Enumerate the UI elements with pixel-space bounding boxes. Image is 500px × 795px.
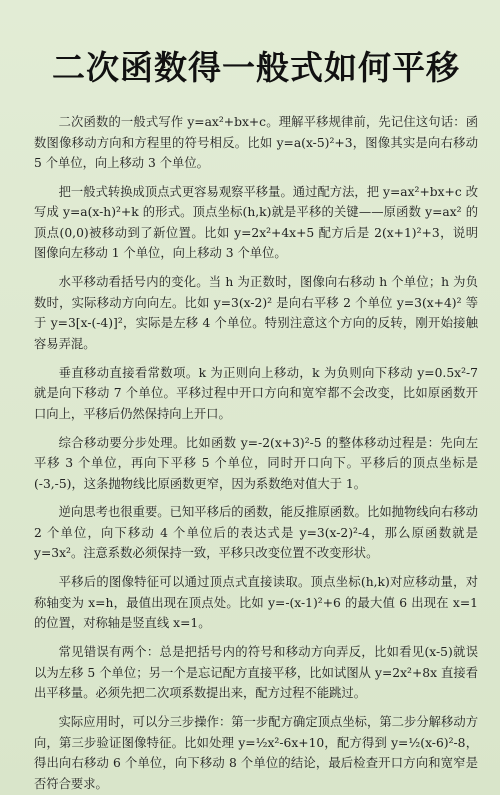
paragraph: 逆向思考也很重要。已知平移后的函数，能反推原函数。比如抛物线向右移动 2 个单位，向下移动 4 个单位后的表达式是 y=3(x-2)²-4，那么原函数就是 y=3x²。注意系数必须保持一致，平移只改变位置不改变形状。 [34,505,478,561]
paragraph: 综合移动要分步处理。比如函数 y=-2(x+3)²-5 的整体移动过程是：先向左平移 3 个单位，再向下平移 5 个单位，同时开口向下。平移后的顶点坐标是(-3,-5)，这条抛物线比原函数更窄，因为系数绝对值大于 1。 [34,435,478,491]
paragraph: 垂直移动直接看常数项。k 为正则向上移动，k 为负则向下移动 y=0.5x²-7 就是向下移动 7 个单位。平移过程中开口方向和宽窄都不会改变，比如原函数开口向上，平移后仍然保持向上开口。 [34,365,478,421]
paragraph: 把一般式转换成顶点式更容易观察平移量。通过配方法，把 y=ax²+bx+c 改写成 y=a(x-h)²+k 的形式。顶点坐标(h,k)就是平移的关键——原函数 y=ax² 的顶点(0,0)被移动到了新位置。比如 y=2x²+4x+5 配方后是 2(x+1)²+3，说明图像向左移动 1 个单位，向上移动 3 个单位。 [34,184,478,261]
article-title: 二次函数得一般式如何平移 [52,48,460,87]
paragraph: 二次函数的一般式写作 y=ax²+bx+c。理解平移规律前，先记住这句话：函数图像移动方向和方程里的符号相反。比如 y=a(x-5)²+3，图像其实是向右移动 5 个单位，向上移动 3 个单位。 [34,115,478,170]
paragraph: 实际应用时，可以分三步操作：第一步配方确定顶点坐标，第二步分解移动方向，第三步验证图像特征。比如处理 y=½x²-6x+10，配方得到 y=½(x-6)²-8，得出向右移动 6 个单位，向下移动 8 个单位的结论，最后检查开口方向和宽窄是否符合要求。 [34,715,478,791]
paragraph: 常见错误有两个：总是把括号内的符号和移动方向弄反，比如看见(x-5)就误以为左移 5 个单位；另一个是忘记配方直接平移，比如试图从 y=2x²+8x 直接看出平移量。必须先把二次项系数提出来，配方过程不能跳过。 [34,645,478,701]
paragraph: 平移后的图像特征可以通过顶点式直接读取。顶点坐标(h,k)对应移动量，对称轴变为 x=h，最值出现在顶点处。比如 y=-(x-1)²+6 的最大值 6 出现在 x=1 的位置，对称轴是竖直线 x=1。 [34,575,478,631]
paragraph: 水平移动看括号内的变化。当 h 为正数时，图像向右移动 h 个单位；h 为负数时，实际移动方向向左。比如 y=3(x-2)² 是向右平移 2 个单位 y=3(x+4)² 等于 y=3[x-(-4)]²，实际是左移 4 个单位。特别注意这个方向的反转，刚开始接触容易弄混。 [34,275,478,351]
